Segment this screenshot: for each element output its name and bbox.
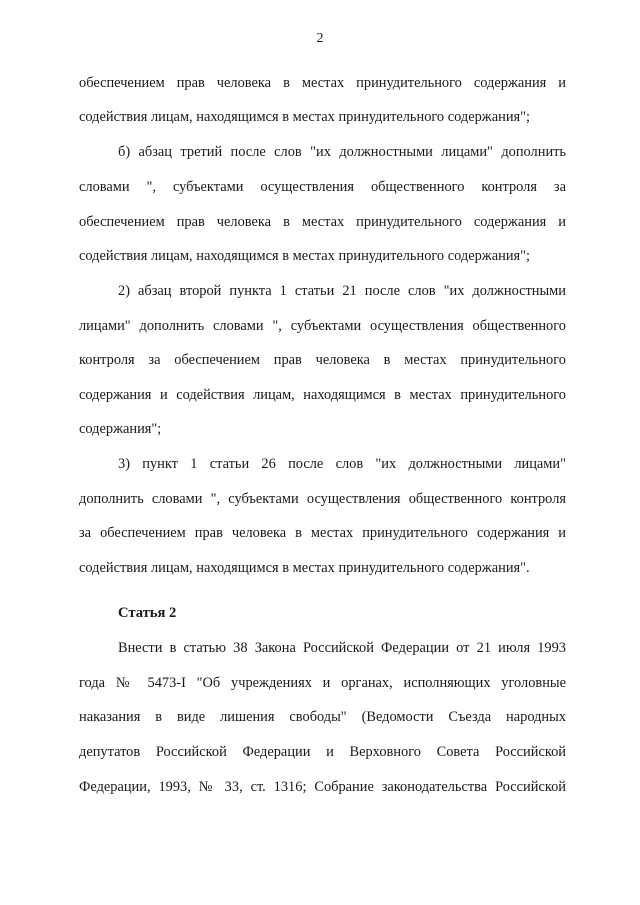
text-line: депутатов Российской Федерации и Верховного Совета Российской <box>79 744 566 760</box>
text-line: содержания и содействия лицам, находящимся в местах принудительного <box>79 387 566 403</box>
text-line: 3) пункт 1 статьи 26 после слов "их должностными лицами" <box>118 456 566 472</box>
text-line: содержания"; <box>79 421 162 437</box>
text-line: содействия лицам, находящимся в местах принудительного содержания". <box>79 560 530 576</box>
text-line: лицами" дополнить словами ", субъектами осуществления общественного <box>79 318 566 334</box>
text-line: дополнить словами ", субъектами осуществления общественного контроля <box>79 491 566 507</box>
text-line: наказания в виде лишения свободы" (Ведомости Съезда народных <box>79 709 566 725</box>
text-line: обеспечением прав человека в местах принудительного содержания и <box>79 214 566 230</box>
text-line: содействия лицам, находящимся в местах принудительного содержания"; <box>79 248 531 264</box>
text-line: содействия лицам, находящимся в местах принудительного содержания"; <box>79 109 531 125</box>
text-line: Внести в статью 38 Закона Российской Федерации от 21 июля 1993 <box>118 640 566 656</box>
page-number: 2 <box>316 31 324 46</box>
text-line: обеспечением прав человека в местах принудительного содержания и <box>79 75 566 91</box>
text-line: года № 5473-I "Об учреждениях и органах, исполняющих уголовные <box>79 675 566 691</box>
article-heading: Статья 2 <box>118 605 177 621</box>
text-line: Федерации, 1993, № 33, ст. 1316; Собрание законодательства Российской <box>79 779 566 795</box>
text-line: б) абзац третий после слов "их должностными лицами" дополнить <box>118 144 566 160</box>
text-line: словами ", субъектами осуществления общественного контроля за <box>79 179 566 195</box>
text-line: за обеспечением прав человека в местах принудительного содержания и <box>79 525 566 541</box>
text-line: 2) абзац второй пункта 1 статьи 21 после слов "их должностными <box>118 283 566 299</box>
text-line: контроля за обеспечением прав человека в местах принудительного <box>79 352 566 368</box>
